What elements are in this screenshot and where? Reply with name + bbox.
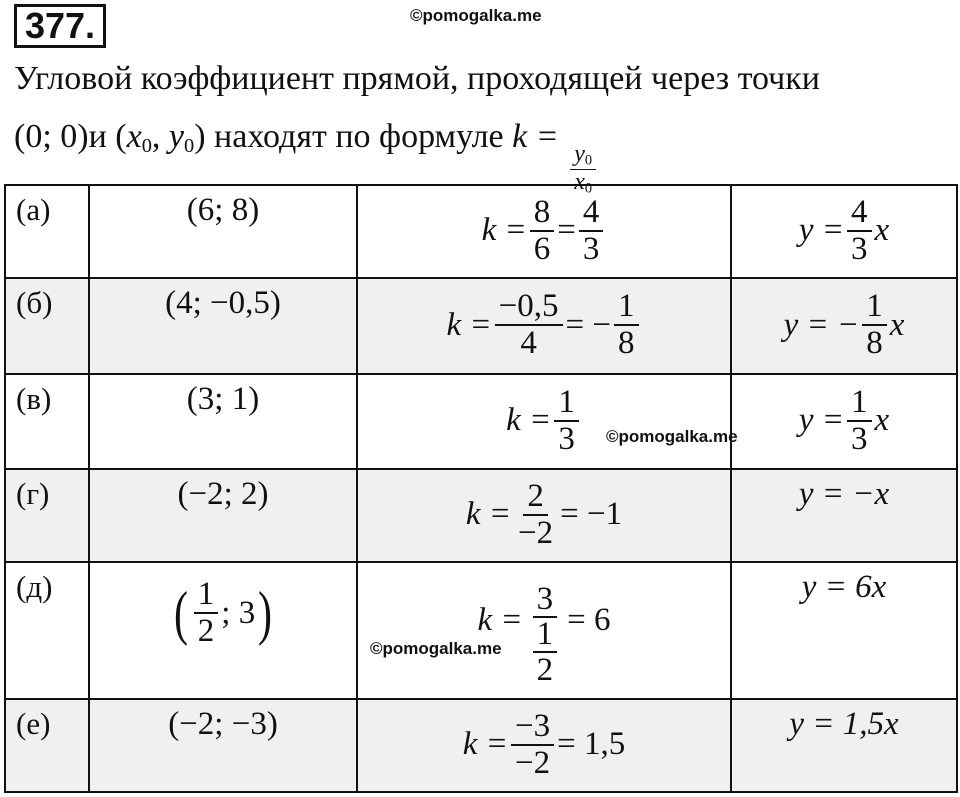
rhs: = 1,5: [557, 726, 626, 762]
intro-comma: ,: [151, 118, 169, 155]
fraction: [495, 289, 563, 360]
problem-number: 377.: [14, 4, 106, 48]
intro-frac-num: y: [574, 141, 585, 167]
row-k-formula: [357, 374, 738, 469]
compound-fraction: [526, 580, 565, 688]
frac-den: [526, 615, 565, 688]
frac-num: 1: [847, 385, 872, 422]
rhs: = −1: [560, 496, 623, 532]
fraction: [511, 709, 554, 780]
y-var: x: [889, 306, 905, 343]
k-lhs: k =: [446, 306, 492, 343]
row-point: (6; 8): [89, 185, 357, 278]
watermark-bottom: ©pomogalka.me: [370, 639, 502, 658]
intro-formula-text: находят по формуле: [205, 118, 513, 155]
table-row: [5, 185, 957, 278]
frac-den: −2: [514, 744, 551, 781]
y-var: x: [874, 402, 890, 438]
frac-num: 4: [847, 195, 872, 232]
row-label: (в): [5, 374, 89, 469]
frac-den: 8: [618, 325, 635, 361]
k-lhs: k =: [462, 726, 508, 762]
point-rest: ; 3: [221, 594, 256, 631]
intro-y0: y: [168, 118, 184, 155]
row-label: (б): [5, 278, 89, 374]
table-row: [5, 374, 957, 469]
k-lhs: k =: [506, 402, 552, 438]
frac-den: 3: [851, 230, 868, 267]
y-var: x: [874, 212, 890, 248]
y-lhs: y =: [798, 402, 844, 438]
row-line-equation: [731, 278, 957, 374]
row-line-equation: y = 1,5x: [731, 699, 957, 792]
row-label: (е): [5, 699, 89, 792]
row-k-formula: [357, 278, 731, 374]
row-k-formula: [357, 562, 731, 699]
intro-origin-text: (0; 0)и (: [14, 118, 127, 155]
row-point: (3; 1): [89, 374, 357, 469]
frac-num: 4: [579, 195, 604, 232]
inner-fraction: [533, 615, 558, 688]
paren-close: ): [258, 580, 273, 646]
intro-x0-sub: 0: [141, 135, 152, 158]
frac-den: 8: [866, 325, 883, 361]
frac-num: 1: [614, 289, 639, 326]
frac-den: 3: [851, 420, 868, 457]
intro-line-1: Угловой коэффициент прямой, проходящей через точки: [14, 60, 820, 97]
frac-num: 3: [533, 583, 558, 618]
fraction: [847, 195, 872, 266]
frac-den: 3: [582, 230, 600, 267]
intro-close-paren: ): [194, 118, 206, 155]
frac-den: −2: [518, 514, 554, 551]
row-line-equation: [731, 185, 957, 278]
frac-num: 1: [554, 385, 579, 422]
frac-den: 3: [558, 420, 575, 457]
equals: =: [557, 212, 576, 248]
fraction: [194, 577, 219, 648]
row-label: (а): [5, 185, 89, 278]
paren-open: (: [173, 580, 188, 646]
equals: = −: [565, 306, 612, 343]
row-line-equation: y = 6x: [731, 562, 957, 699]
table-row: [5, 469, 957, 562]
fraction: [847, 385, 872, 456]
k-lhs: k =: [465, 496, 512, 532]
intro-x0: x: [126, 118, 142, 155]
frac-den: 2: [536, 651, 554, 688]
frac-num: −3: [511, 709, 554, 746]
row-label: (д): [5, 562, 89, 699]
fraction: [514, 479, 557, 550]
frac-den: 2: [197, 613, 215, 649]
row-point: (−2; −3): [89, 699, 357, 792]
intro-frac-den-sub: 0: [584, 180, 593, 197]
fraction: [554, 385, 579, 456]
frac-den: 4: [520, 325, 537, 361]
frac-den: 6: [533, 230, 551, 267]
frac-num: −0,5: [495, 289, 563, 326]
frac-num: 1: [862, 289, 887, 326]
row-k-formula: [357, 185, 731, 278]
solution-table: [4, 184, 958, 793]
frac-num: 8: [530, 195, 555, 232]
k-lhs: k =: [481, 212, 527, 248]
intro-y0-sub: 0: [184, 135, 195, 158]
row-point: [89, 562, 357, 699]
watermark-middle: ©pomogalka.me: [606, 427, 738, 446]
row-label: (г): [5, 469, 89, 562]
row-point: (−2; 2): [89, 469, 357, 562]
intro-frac-num-sub: 0: [584, 152, 593, 169]
table-row: [5, 278, 957, 374]
fraction: [614, 289, 639, 360]
row-k-formula: [357, 699, 731, 792]
intro-k-eq: k =: [512, 118, 559, 155]
row-line-equation: y = −x: [731, 469, 957, 562]
intro-frac-den: x: [574, 168, 585, 195]
row-point: (4; −0,5): [89, 278, 357, 374]
frac-num: 2: [523, 479, 548, 516]
fraction: [862, 289, 887, 360]
table-row: [5, 562, 957, 699]
y-lhs: y = −: [783, 306, 860, 343]
watermark-top: ©pomogalka.me: [410, 6, 542, 25]
table-row: [5, 699, 957, 792]
frac-num: 1: [533, 618, 558, 653]
k-lhs: k =: [477, 601, 523, 638]
frac-num: 1: [194, 577, 219, 614]
y-lhs: y =: [798, 212, 844, 248]
fraction: [530, 195, 555, 266]
rhs: = 6: [567, 601, 611, 638]
fraction: [579, 195, 604, 266]
row-line-equation: [731, 374, 957, 469]
row-k-formula: [357, 469, 731, 562]
